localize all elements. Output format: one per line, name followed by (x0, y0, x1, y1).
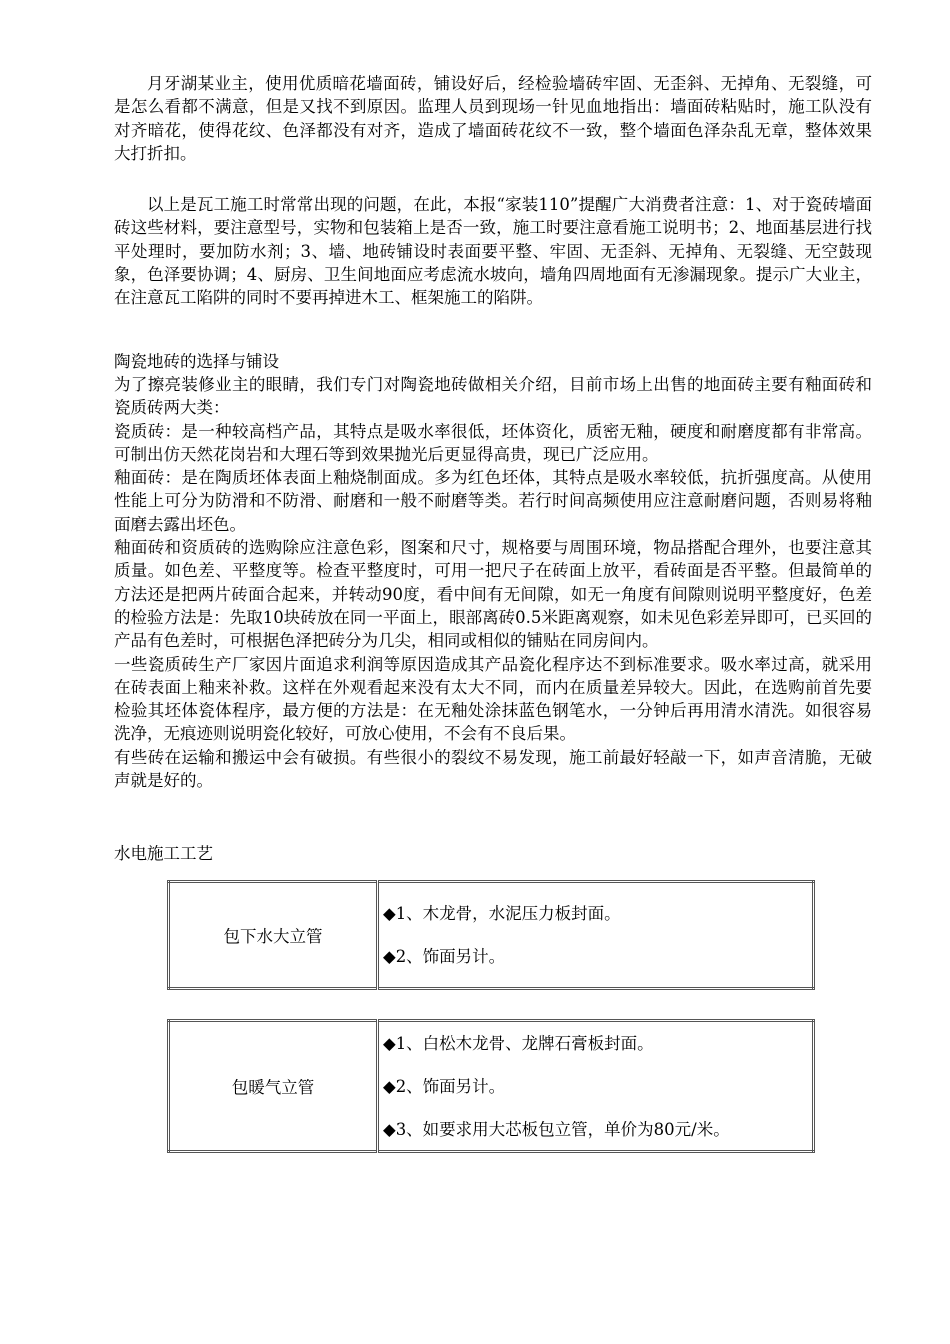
tiles-paragraph: 为了擦亮装修业主的眼睛，我们专门对陶瓷地砖做相关介绍，目前市场上出售的地面砖主要有釉面砖和瓷质砖两大类： (114, 375, 872, 418)
paragraph-mooncrescent-case: 月牙湖某业主，使用优质暗花墙面砖，铺设好后，经检验墙砖牢固、无歪斜、无掉角、无裂缝，可是怎么看都不满意，但是又找不到原因。监理人员到现场一针见血地指出：墙面砖粘贴时，施工队没有对齐暗花，使得花纹、色泽都没有对齐，造成了墙面砖花纹不一致，整个墙面色泽杂乱无章，整体效果大打折扣。 (114, 74, 872, 163)
section-body-tiles (114, 373, 872, 792)
list-item: ◆1、木龙骨，水泥压力板封面。 (383, 904, 621, 923)
table-items-cell (378, 1021, 814, 1152)
list-item: ◆2、饰面另计。 (383, 1076, 506, 1096)
list-item: ◆1、白松木龙骨、龙牌石膏板封面。 (383, 1033, 654, 1053)
table-row (169, 1021, 814, 1152)
list-item: ◆2、饰面另计。 (383, 947, 506, 966)
table-items-cell (378, 882, 814, 989)
table-label-cell: 包下水大立管 (169, 882, 378, 989)
section-heading-plumbing: 水电施工工艺 (114, 844, 213, 863)
list-item: ◆3、如要求用大芯板包立管，单价为80元/米。 (383, 1119, 730, 1139)
tiles-paragraph: 一些瓷质砖生产厂家因片面追求利润等原因造成其产品瓷化程序达不到标准要求。吸水率过高，就采用在砖表面上釉来补救。这样在外观看起来没有太大不同，而内在质量差异较大。因此，在选购前首先要检验其坯体瓷体程序，最方便的方法是：在无釉处涂抹蓝色钢笔水，一分钟后再用清水清洗。如很容易洗净，无痕迹则说明瓷化较好，可放心使用，不会有不良后果。 (114, 654, 872, 744)
paragraph-tips: 以上是瓦工施工时常常出现的问题，在此，本报“家装110”提醒广大消费者注意：1、对于瓷砖墙面砖这些材料，要注意型号，实物和包装箱上是否一致，施工时要注意看施工说明书；2、地面基层进行找平处理时，要加防水剂；3、墙、地砖铺设时表面要平整、牢固、无歪斜、无掉角、无裂缝、无空鼓现象，色泽要协调；4、厨房、卫生间地面应考虑流水坡向，墙角四周地面有无渗漏现象。提示广大业主，在注意瓦工陷阱的同时不要再掉进木工、框架施工的陷阱。 (114, 195, 872, 308)
spec-table-drain-pipe (167, 880, 815, 990)
section-heading-tiles: 陶瓷地砖的选择与铺设 (114, 352, 279, 371)
tiles-paragraph: 瓷质砖：是一种较高档产品，其特点是吸水率很低，坯体资化，质密无釉，硬度和耐磨度都有非常高。可制出仿天然花岗岩和大理石等到效果抛光后更显得高贵，现已广泛应用。 (114, 421, 872, 464)
tiles-paragraph: 釉面砖：是在陶质坯体表面上釉烧制面成。多为红色坯体，其特点是吸水率较低，抗折强度高。从使用性能上可分为防滑和不防滑、耐磨和一般不耐磨等类。若行时间高频使用应注意耐磨问题，否则易将釉面磨去露出坯色。 (114, 468, 872, 534)
tiles-paragraph: 釉面砖和资质砖的选购除应注意色彩，图案和尺寸，规格要与周围环境，物品搭配合理外，也要注意其质量。如色差、平整度等。检查平整度时，可用一把尺子在砖面上放平，看砖面是否平整。但最简单的方法还是把两片砖面合起来，并转动90度，看中间有无间隙，如无一角度有间隙则说明平整度好，色差的检验方法是：先取10块砖放在同一平面上，眼部离砖0.5米距离观察，如未见色彩差异即可，已买回的产品有色差时，可根据色泽把砖分为几尖，相同或相似的铺贴在同房间内。 (114, 538, 872, 651)
tiles-paragraph: 有些砖在运输和搬运中会有破损。有些很小的裂纹不易发现，施工前最好轻敲一下，如声音清脆，无破声就是好的。 (114, 747, 872, 791)
table-label-cell: 包暖气立管 (169, 1021, 378, 1152)
table-row (169, 882, 814, 989)
spec-table-heating-pipe (167, 1019, 815, 1153)
